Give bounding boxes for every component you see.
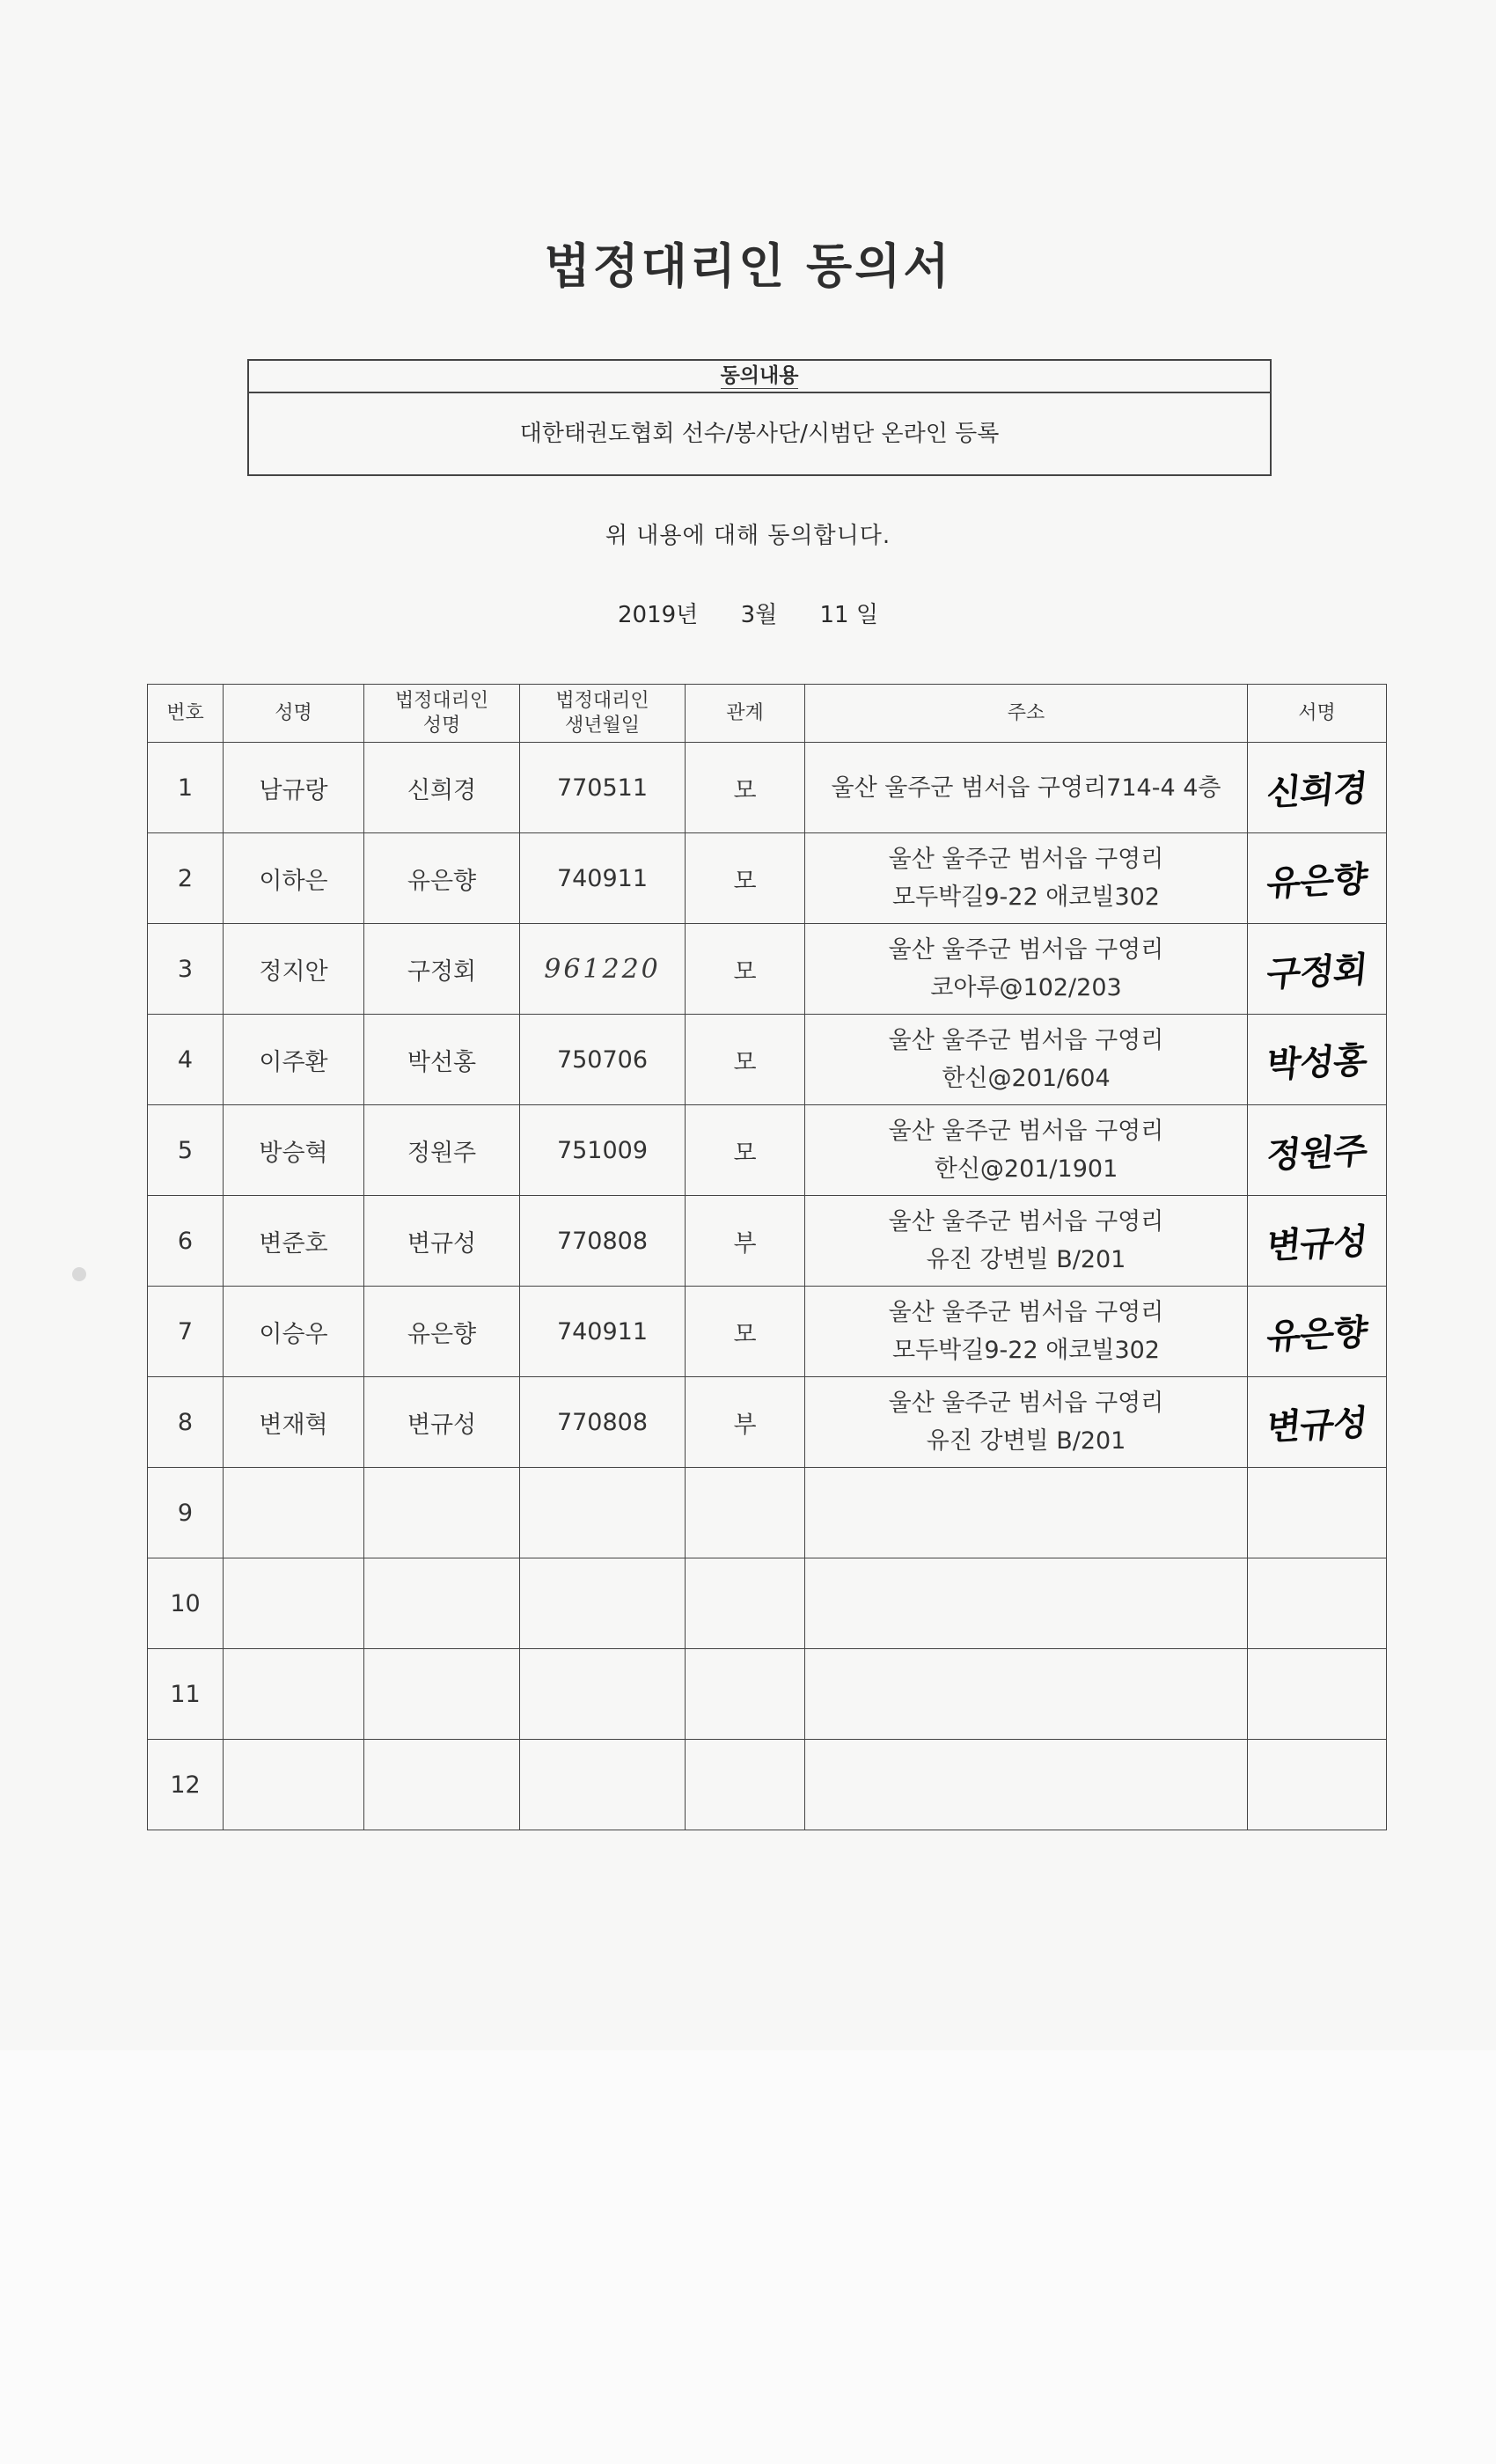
row-name: 남규랑: [224, 743, 364, 833]
address-line-2: 한신@201/1901: [934, 1155, 1118, 1183]
row-signature: [1248, 1740, 1387, 1830]
row-guardian-birth: [520, 924, 686, 1015]
address-line-1: 울산 울주군 범서읍 구영리: [888, 846, 1164, 873]
row-relation: 모: [686, 833, 805, 924]
table-row: [148, 1196, 1387, 1287]
row-address: [805, 1196, 1248, 1287]
table-row: [148, 833, 1387, 924]
row-guardian-birth: [520, 1468, 686, 1558]
handwritten-signature: 구정회: [1265, 949, 1369, 995]
address-line-1: 울산 울주군 범서읍 구영리: [888, 1299, 1164, 1326]
row-name: [224, 1649, 364, 1740]
handwritten-signature: 유은향: [1265, 1311, 1369, 1358]
scan-background: [0, 2050, 1496, 2464]
handwritten-signature: 신희경: [1265, 767, 1369, 814]
guardian-birth-value: 770808: [556, 1408, 649, 1436]
consent-header: [249, 361, 1270, 393]
address-line-1: 울산 울주군 범서읍 구영리: [888, 1208, 1164, 1236]
row-name: 이하은: [224, 833, 364, 924]
table-row: [148, 1287, 1387, 1377]
row-address: [805, 1558, 1248, 1649]
row-address: [805, 1377, 1248, 1468]
header-guardian-name: 법정대리인 성명: [364, 685, 520, 743]
row-guardian-birth: [520, 1196, 686, 1287]
header-address: 주소: [805, 685, 1248, 743]
guardian-birth-value: 961220: [544, 953, 661, 985]
consent-table: [147, 684, 1387, 1830]
row-guardian-birth: [520, 1105, 686, 1196]
row-signature: [1248, 743, 1387, 833]
guardian-birth-value: 740911: [556, 1317, 649, 1346]
guardian-birth-value: 770808: [556, 1227, 649, 1255]
row-address: [805, 1105, 1248, 1196]
row-address: [805, 1468, 1248, 1558]
row-relation: [686, 1468, 805, 1558]
row-no: 2: [148, 833, 224, 924]
date-month: 3월: [740, 602, 778, 628]
row-guardian-birth: [520, 743, 686, 833]
row-guardian-birth: [520, 1740, 686, 1830]
address-line-2: 모두박길9-22 애코빌302: [892, 884, 1160, 911]
row-name: 변재혁: [224, 1377, 364, 1468]
guardian-birth-value: 770511: [556, 774, 649, 802]
row-address: [805, 833, 1248, 924]
row-signature: [1248, 1196, 1387, 1287]
row-no: 11: [148, 1649, 224, 1740]
row-address: [805, 1740, 1248, 1830]
row-relation: 부: [686, 1196, 805, 1287]
agreement-statement: 위 내용에 대해 동의합니다.: [605, 523, 891, 549]
row-guardian-birth: [520, 1377, 686, 1468]
row-no: 8: [148, 1377, 224, 1468]
header-relation: 관계: [686, 685, 805, 743]
guardian-birth-value: 750706: [556, 1045, 649, 1074]
consent-text: 대한태권도협회 선수/봉사단/시범단 온라인 등록: [519, 421, 1000, 447]
row-relation: [686, 1740, 805, 1830]
row-signature: [1248, 1015, 1387, 1105]
row-name: [224, 1468, 364, 1558]
address-line-2: 모두박길9-22 애코빌302: [892, 1337, 1160, 1364]
address-line-1: 울산 울주군 범서읍 구영리: [888, 936, 1164, 964]
row-signature: [1248, 1468, 1387, 1558]
address-line-1: 울산 울주군 범서읍 구영리: [888, 1027, 1164, 1054]
row-guardian-name: 변규성: [364, 1196, 520, 1287]
row-guardian-birth: [520, 1287, 686, 1377]
row-relation: 모: [686, 1287, 805, 1377]
row-relation: 모: [686, 1105, 805, 1196]
row-name: 정지안: [224, 924, 364, 1015]
handwritten-signature: 변규성: [1265, 1221, 1369, 1267]
date-day: 11 일: [819, 602, 878, 628]
row-no: 4: [148, 1015, 224, 1105]
row-no: 1: [148, 743, 224, 833]
row-address: [805, 1287, 1248, 1377]
row-address: [805, 1649, 1248, 1740]
row-name: 방승혁: [224, 1105, 364, 1196]
row-signature: [1248, 1105, 1387, 1196]
table-row: [148, 1377, 1387, 1468]
row-guardian-name: [364, 1649, 520, 1740]
header-signature: 서명: [1248, 685, 1387, 743]
row-name: [224, 1558, 364, 1649]
row-no: 5: [148, 1105, 224, 1196]
row-name: 이주환: [224, 1015, 364, 1105]
row-no: 3: [148, 924, 224, 1015]
table-row: [148, 1558, 1387, 1649]
consent-header-label: 동의내용: [720, 364, 799, 387]
row-relation: [686, 1649, 805, 1740]
page-title: 법정대리인 동의서: [544, 238, 952, 294]
row-guardian-name: 구정회: [364, 924, 520, 1015]
row-guardian-name: [364, 1740, 520, 1830]
table-row: [148, 1105, 1387, 1196]
handwritten-signature: 박성홍: [1265, 1039, 1369, 1086]
row-guardian-name: 정원주: [364, 1105, 520, 1196]
table-row: [148, 1468, 1387, 1558]
row-no: 6: [148, 1196, 224, 1287]
row-relation: 모: [686, 1015, 805, 1105]
row-signature: [1248, 1558, 1387, 1649]
table-row: [148, 1015, 1387, 1105]
header-name: 성명: [224, 685, 364, 743]
date-year: 2019년: [618, 602, 699, 628]
row-relation: 모: [686, 924, 805, 1015]
consent-box: [247, 359, 1272, 476]
address-line-2: 유진 강변빌 B/201: [926, 1246, 1126, 1273]
table-header-row: [148, 685, 1387, 743]
table-row: [148, 1740, 1387, 1830]
row-guardian-birth: [520, 1015, 686, 1105]
handwritten-signature: 유은향: [1265, 858, 1369, 905]
row-address: [805, 743, 1248, 833]
header-no: 번호: [148, 685, 224, 743]
row-relation: 모: [686, 743, 805, 833]
row-name: 변준호: [224, 1196, 364, 1287]
table-row: [148, 924, 1387, 1015]
row-guardian-name: 박선홍: [364, 1015, 520, 1105]
table-row: [148, 1649, 1387, 1740]
row-address: [805, 1015, 1248, 1105]
row-guardian-name: 유은향: [364, 833, 520, 924]
table-row: [148, 743, 1387, 833]
row-signature: [1248, 833, 1387, 924]
date-line: [0, 597, 1496, 629]
row-no: 10: [148, 1558, 224, 1649]
row-guardian-name: 변규성: [364, 1377, 520, 1468]
row-guardian-name: 유은향: [364, 1287, 520, 1377]
address-line-2: 유진 강변빌 B/201: [926, 1427, 1126, 1455]
address-line-2: 한신@201/604: [942, 1065, 1111, 1092]
handwritten-signature: 변규성: [1265, 1402, 1369, 1448]
scan-mark: [72, 1267, 86, 1281]
guardian-birth-value: 751009: [556, 1136, 649, 1164]
row-signature: [1248, 924, 1387, 1015]
row-signature: [1248, 1287, 1387, 1377]
row-guardian-name: 신희경: [364, 743, 520, 833]
address-line-2: 코아루@102/203: [930, 974, 1122, 1001]
row-no: 12: [148, 1740, 224, 1830]
row-guardian-birth: [520, 1649, 686, 1740]
header-guardian-birth: 법정대리인 생년월일: [520, 685, 686, 743]
address-line-1: 울산 울주군 범서읍 구영리: [888, 1390, 1164, 1417]
row-signature: [1248, 1377, 1387, 1468]
row-no: 7: [148, 1287, 224, 1377]
guardian-birth-value: 740911: [556, 864, 649, 892]
row-guardian-name: [364, 1468, 520, 1558]
row-relation: [686, 1558, 805, 1649]
row-no: 9: [148, 1468, 224, 1558]
address-line-1: 울산 울주군 범서읍 구영리714-4 4층: [831, 774, 1221, 802]
row-name: 이승우: [224, 1287, 364, 1377]
address-line-1: 울산 울주군 범서읍 구영리: [888, 1118, 1164, 1145]
row-signature: [1248, 1649, 1387, 1740]
row-address: [805, 924, 1248, 1015]
row-guardian-birth: [520, 1558, 686, 1649]
row-relation: 부: [686, 1377, 805, 1468]
handwritten-signature: 정원주: [1265, 1130, 1369, 1177]
row-name: [224, 1740, 364, 1830]
row-guardian-name: [364, 1558, 520, 1649]
row-guardian-birth: [520, 833, 686, 924]
